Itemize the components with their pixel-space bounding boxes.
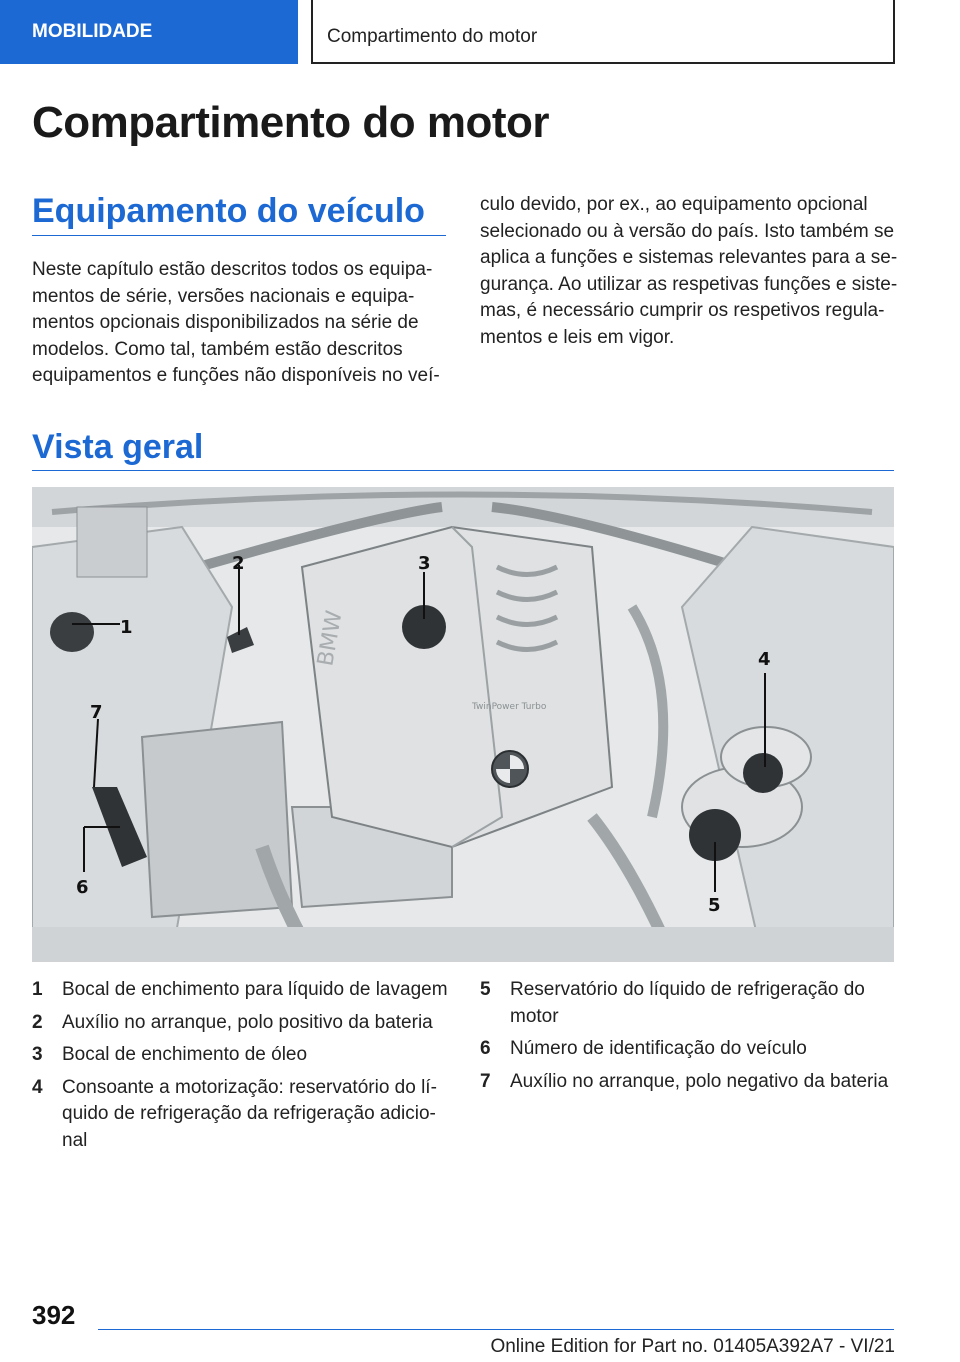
footer-rule [98,1329,894,1330]
legend-number: 5 [480,979,491,1000]
legend-item [480,977,900,1030]
legend-number: 2 [32,1011,43,1033]
legend-item [32,1010,452,1037]
text-line: gurança. Ao utilizar as respetivas funções e siste- [480,273,898,295]
legend-text: Bocal de enchimento de óleo [62,1044,308,1065]
text-line: modelos. Como tal, também estão descritos [32,338,403,360]
header-title: Compartimento do motor [327,26,538,47]
legend-text: Reservatório do líquido de refrigeração do [510,979,865,1000]
legend-text: motor [510,1005,559,1027]
section-heading-equipamento: Equipamento do veículo [32,192,425,230]
legend-item [32,1042,452,1069]
legend-number: 6 [480,1038,491,1059]
text-line: mas, é necessário cumprir os respetivos regula- [480,300,885,321]
legend-item [32,1075,452,1155]
cover-label: TwinPower Turbo [472,702,547,712]
cover-logo-text: BMW [313,608,348,669]
engine-bay-illustration [32,487,894,962]
legend-text: Consoante a motorização: reservatório do lí- [62,1076,437,1098]
page-title: Compartimento do motor [32,98,549,147]
text-line: culo devido, por ex., ao equipamento opcional [480,194,868,215]
callout-5: 5 [708,895,721,916]
legend-right [480,977,900,1101]
page-number: 392 [32,1300,76,1330]
callout-3: 3 [418,553,431,574]
legend-number: 4 [32,1076,43,1098]
text-line: mentos de série, versões nacionais e equipa- [32,285,415,307]
callout-1: 1 [120,617,133,638]
callout-2: 2 [232,553,245,574]
text-line: aplica a funções e sistemas relevantes para a se- [480,247,898,268]
legend-number: 7 [480,1070,491,1092]
callout-4: 4 [758,649,771,670]
text-line: mentos e leis em vigor. [480,326,675,348]
text-line: mentos opcionais disponibilizados na série de [32,312,419,333]
text-line: Neste capítulo estão descritos todos os equipa- [32,259,433,280]
page-header [0,0,960,66]
legend-text: Número de identificação do veículo [510,1038,807,1059]
legend-text: Auxílio no arranque, polo positivo da bateria [62,1011,433,1033]
section-heading-vista-geral: Vista geral [32,428,204,466]
text-line: equipamentos e funções não disponíveis no veí- [32,365,440,386]
legend-number: 1 [32,979,43,1000]
section-tab: MOBILIDADE [0,0,298,64]
header-title-box [311,0,895,64]
intro-paragraph-col1 [32,257,440,390]
legend-number: 3 [32,1044,43,1065]
section-rule [32,235,446,236]
legend-item [32,977,452,1004]
intro-paragraph-col2 [480,192,897,351]
legend-text: Bocal de enchimento para líquido de lavagem [62,979,448,1000]
legend-item [480,1069,900,1096]
text-line: selecionado ou à versão do país. Isto também se [480,220,895,242]
legend-item [480,1036,900,1063]
callout-6: 6 [76,877,89,898]
legend-left [32,977,452,1160]
engine-compartment-figure [32,487,894,962]
legend-text: nal [62,1129,88,1151]
callout-7: 7 [90,702,103,723]
footer-edition: Online Edition for Part no. 01405A392A7 - VI/21 [490,1336,895,1357]
section-rule [32,470,894,471]
legend-text: quido de refrigeração da refrigeração adicio- [62,1103,436,1124]
legend-text: Auxílio no arranque, polo negativo da bateria [510,1070,889,1092]
